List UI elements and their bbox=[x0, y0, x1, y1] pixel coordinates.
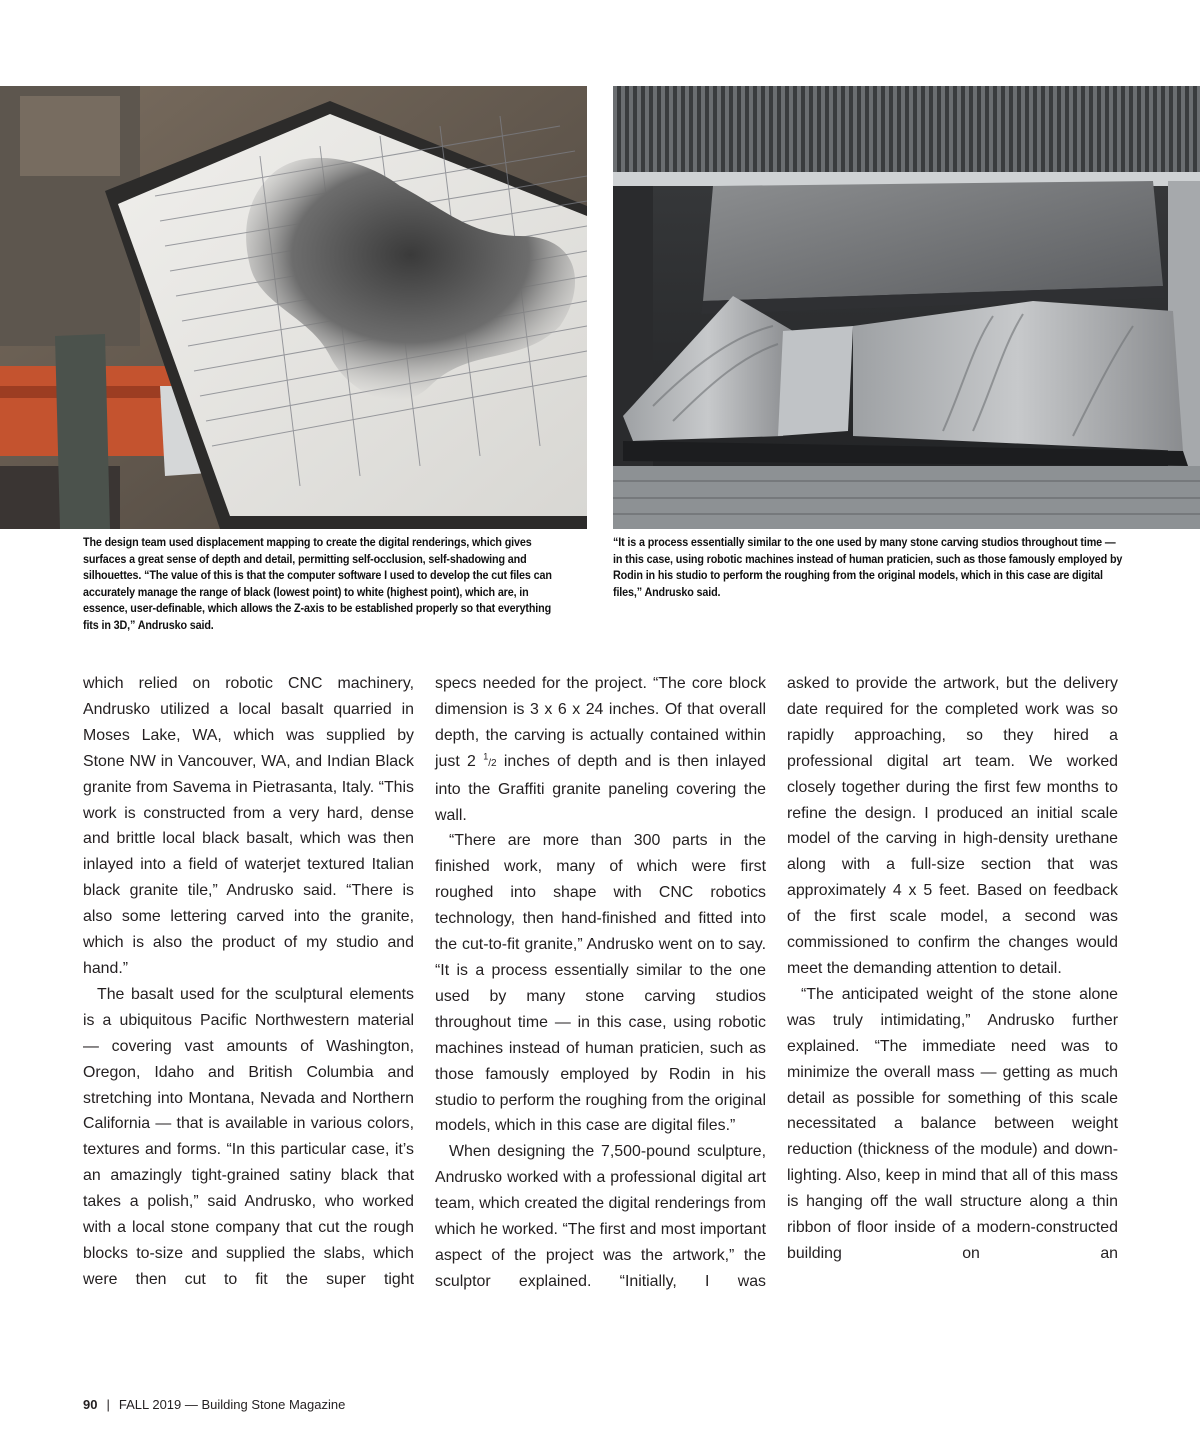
article-column-2 bbox=[435, 671, 766, 1295]
paragraph: which relied on robotic CNC machinery, Andrusko utilized a local basalt quarried in Moses Lake, WA, which was supplied by Stone NW in Vancouver, WA, and Indian Black granite from Savema in Pietrasanta, Italy. “This work is constructed from a very hard, dense and brittle local black basalt, which was then inlayed into a field of waterjet textured Italian black granite tile,” Andrusko said. “There is also some lettering carved into the granite, which is also the product of my studio and hand.” bbox=[83, 675, 414, 977]
paragraph: When designing the 7,500-pound sculpture, Andrusko worked with a professional digital art team, which created the digital renderings from which he worked. “The first and most important aspect of the project was the artwork,” the sculptor explained. “Initially, I was bbox=[435, 1143, 766, 1290]
photo-cnc-roughed-stone bbox=[613, 86, 1200, 529]
paragraph: asked to provide the artwork, but the delivery date required for the completed work was so rapidly approaching, so they hired a professional digital art team. We worked closely together during the first few months to refine the design. I produced an initial scale model of the carving in high-density urethane along with a full-size section that was approximately 4 x 5 feet. Based on feedback of the first scale model, a second was commissioned to confirm the changes would meet the demanding attention to detail. bbox=[787, 675, 1118, 977]
cnc-stone-photo-illustration bbox=[613, 86, 1200, 529]
paragraph: “There are more than 300 parts in the finished work, many of which were first roughed into shape with CNC robotics technology, then hand-finished and fitted into the cut-to-fit granite,” Andrusko went on to say. “It is a process essentially similar to the one used by many stone carving studios throughout time — in this case, using robotic machines instead of human praticien, such as those famously employed by Rodin in his studio to perform the roughing from the original models, which in this case are digital files.” bbox=[435, 832, 766, 1135]
page-number: 90 bbox=[83, 1397, 98, 1412]
paragraph-text: inches of depth and is then inlayed into the Graffiti granite paneling covering the wall. bbox=[435, 752, 767, 824]
footer-separator: | bbox=[106, 1397, 110, 1412]
fraction-numerator: 1 bbox=[483, 751, 489, 762]
caption-left-photo: The design team used displacement mapping to create the digital renderings, which gives surfaces a great sense of depth and detail, permitting self-occlusion, self-shadowing and silhouettes. “The value of this is that the computer software I used to develop the cut files can accurately manage the range of black (lowest point) to white (highest point), which are, in essence, user-definable, which allows the Z-axis to be established properly so that everything fits in 3D,” Andrusko said. bbox=[83, 536, 552, 632]
paragraph bbox=[435, 671, 766, 828]
publication-name: — Building Stone Magazine bbox=[184, 1397, 346, 1412]
caption-right-photo: “It is a process essentially similar to the one used by many stone carving studios throughout time — in this case, using robotic machines instead of human praticien, such as those famously employed by Rodin in his studio to perform the roughing from the original models, which in this case are digital files,” Andrusko said. bbox=[613, 536, 1123, 599]
fraction-denominator: /2 bbox=[488, 757, 497, 769]
paragraph: The basalt used for the sculptural elements is a ubiquitous Pacific Northwestern material — covering vast amounts of Washington, Oregon, Idaho and British Columbia and stretching into Montana, Nevada and Northern California — that is available in various colors, textures and forms. “In this particular case, it’s an amazingly tight-grained satiny black that takes a polish,” said Andrusko, who worked with a local stone company that cut the rough blocks to-size and supplied the slabs, which were then cut to fit the super tight bbox=[83, 985, 414, 1288]
paragraph: “The anticipated weight of the stone alone was truly intimidating,” Andrusko further explained. “The immediate need was to minimize the overall mass — getting as much detail as possible for something of this scale necessitated a balance between weight reduction (thickness of the module) and down-lighting. Also, keep in mind that all of this mass is hanging off the wall structure along a thin ribbon of floor inside of a modern-constructed building on an bbox=[787, 985, 1118, 1262]
displacement-map-photo-illustration bbox=[0, 86, 587, 529]
photo-displacement-map-tile bbox=[0, 86, 587, 529]
paragraph-text: specs needed for the project. “The core block dimension is 3 x 6 x 24 inches. Of that overall depth, the carving is actually contained within just 2 bbox=[435, 675, 766, 770]
article-column-3 bbox=[787, 671, 1118, 1267]
page-footer bbox=[83, 1397, 345, 1412]
issue-label: FALL 2019 bbox=[118, 1397, 182, 1412]
article-column-1 bbox=[83, 671, 414, 1293]
